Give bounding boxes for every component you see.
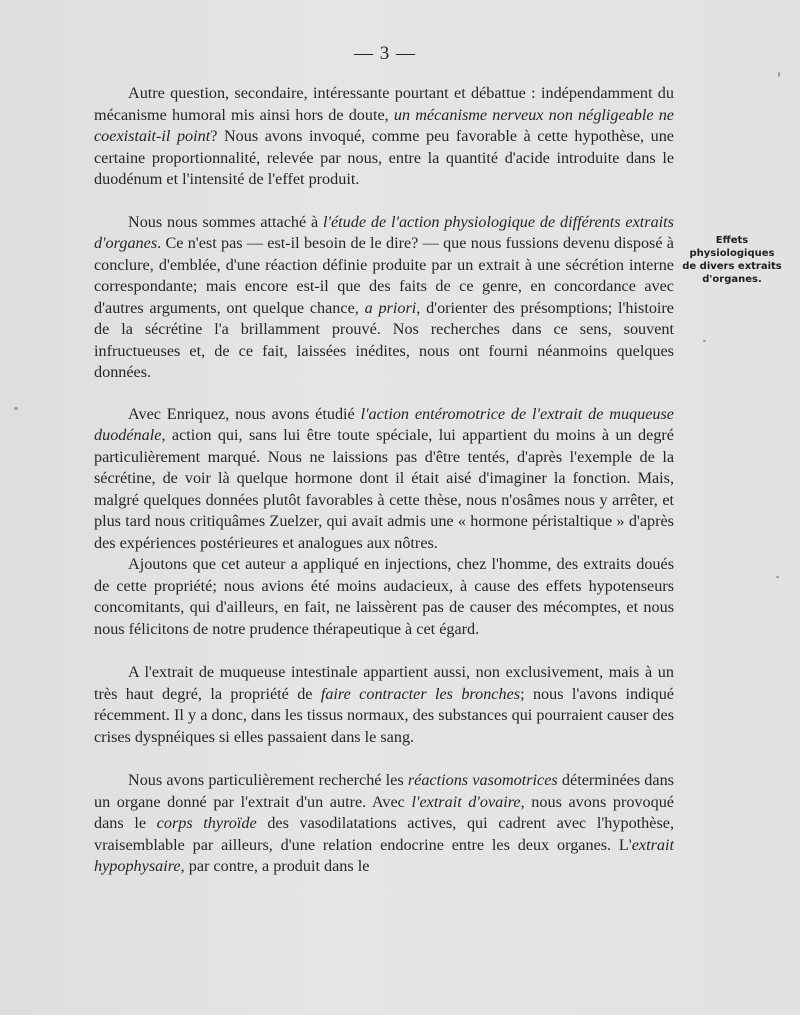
paragraph: Ajoutons que cet auteur a appliqué en injections, chez l'homme, des extraits doués de cette propriété; nous avions été moins audacieux, à cause des effets hypotenseurs concomitants, qui d'ailleurs, en fait, ne laissèrent pas de causer des mécomptes, et nous nous félicitons de notre prudence thérapeutique à cet égard.	[94, 555, 674, 638]
paper-speck	[703, 340, 706, 342]
body-text	[94, 83, 674, 878]
paragraph: A l'extrait de muqueuse intestinale appartient aussi, non exclusivement, mais à un très haut degré, la propriété de faire contracter les bronches; nous l'avons indiqué récemment. Il y a donc, dans les tissus normaux, des substances qui pourraient causer des crises dyspnéiques si elles passaient dans le sang.	[94, 663, 674, 746]
paragraph: Nous avons particulièrement recherché les réactions vasomotrices déterminées dans un organe donné par l'extrait d'un autre. Avec l'extrait d'ovaire, nous avons provoqué dans le corps thyroïde des vasodilatations actives, qui cadrent avec l'hypothèse, vraisemblable par ailleurs, d'une relation endocrine entre les deux organes. L'extrait hypophysaire, par contre, a produit dans le	[94, 771, 674, 875]
paper-speck	[776, 576, 779, 578]
paragraph: Autre question, secondaire, intéressante pourtant et débattue : indépendamment du mécanisme humoral mis ainsi hors de doute, un mécanisme nerveux non négligeable ne coexistait-il point? Nous avons invoqué, comme peu favorable à cette hypothèse, une certaine proportionnalité, relevée par nous, entre la quantité d'acide introduite dans le duodénum et l'intensité de l'effet produit.	[94, 84, 674, 188]
margin-note: Effets physiologiques de divers extraits d'organes.	[682, 235, 782, 285]
paragraph: Nous nous sommes attaché à l'étude de l'action physiologique de différents extraits d'organes. Ce n'est pas — est-il besoin de le dire? — que nous fussions devenu disposé à conclure, d'emblée, d'une réaction définie produite par un extrait à une sécrétion interne correspondante; mais encore est-il que des faits de ce genre, en concordance avec d'autres arguments, ont quelque chance, a priori, d'orienter des présomptions; l'histoire de la sécrétine l'a brillamment prouvé. Nos recherches dans ce sens, souvent infructueuses et, de ce fait, laissées inédites, nous ont fourni néanmoins quelques données.	[94, 212, 674, 381]
paper-speck	[14, 407, 18, 410]
paragraph: Avec Enriquez, nous avons étudié l'action entéromotrice de l'extrait de muqueuse duodénale, action qui, sans lui être toute spéciale, lui appartient du moins à un degré particulièrement marqué. Nous ne laissions pas d'être tentés, d'après l'exemple de la sécrétine, de voir là quelque hormone dont il était aisé d'imaginer la fonction. Mais, malgré quelques données plutôt favorables à cette thèse, nous n'osâmes nous y arrêter, et plus tard nous critiquâmes Zuelzer, qui avait admis une « hormone péristaltique » d'après des expériences postérieures et analogues aux nôtres.	[94, 404, 674, 552]
page-number: — 3 —	[354, 43, 416, 64]
paper-speck	[778, 72, 780, 77]
